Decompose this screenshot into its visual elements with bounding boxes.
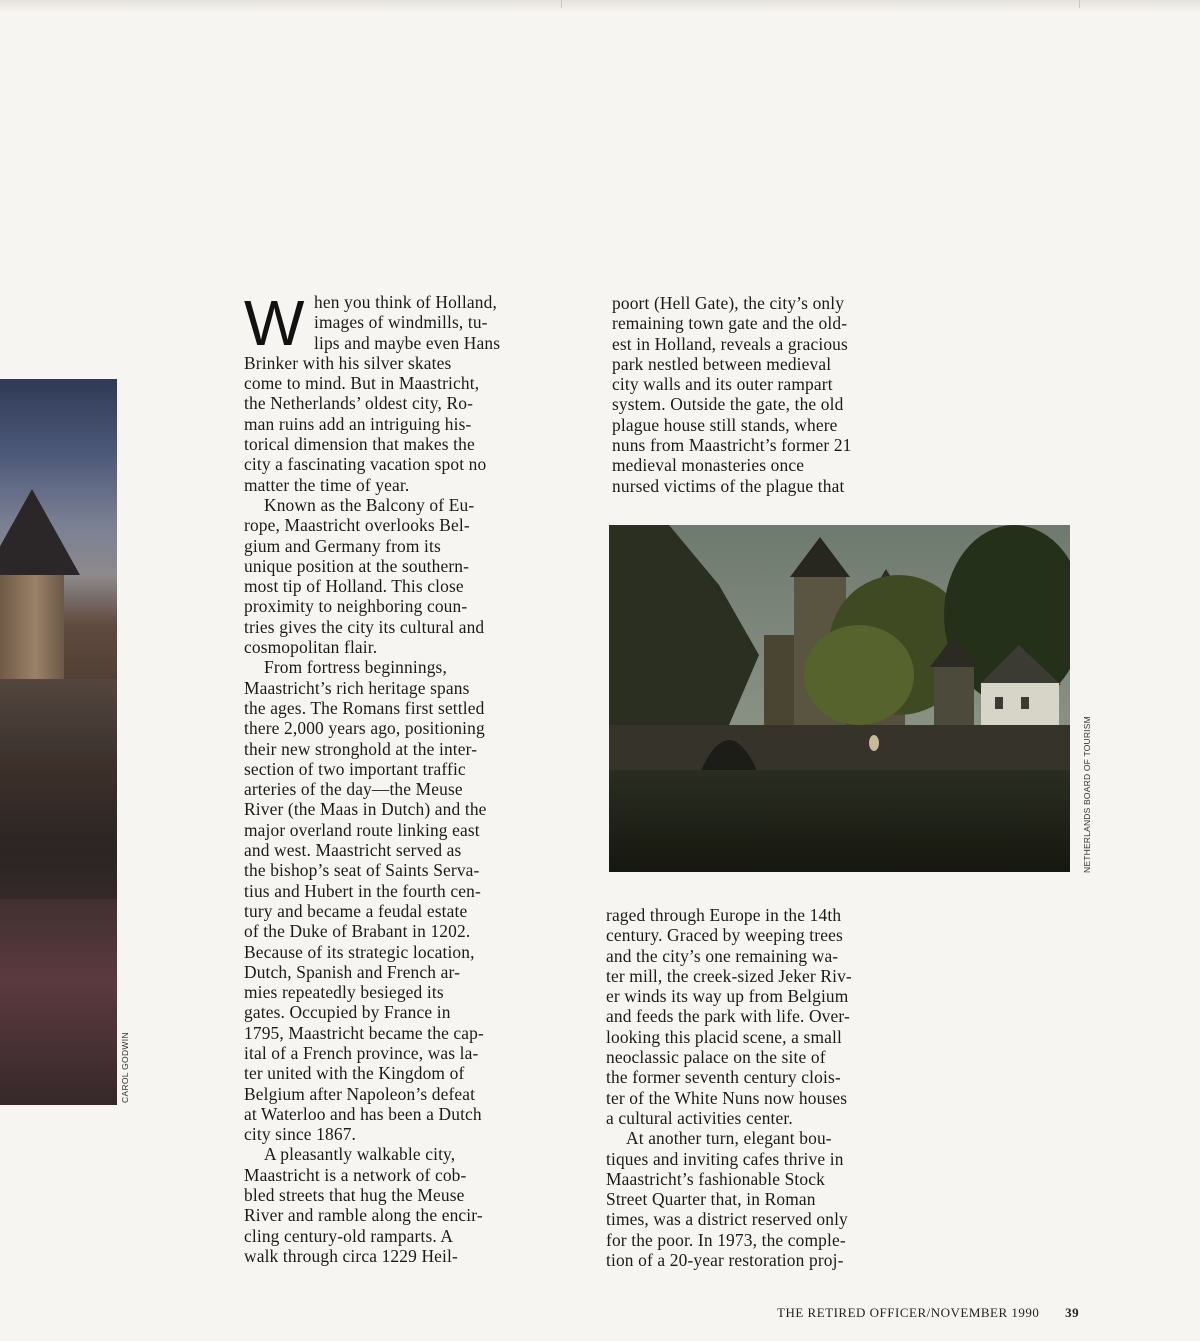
text-line: there 2,000 years ago, positioning xyxy=(244,718,485,739)
castle-photo-left xyxy=(0,379,117,1105)
article-paragraph xyxy=(606,1128,951,1270)
text-line: Brinker with his silver skates xyxy=(244,352,452,373)
text-line: section of two important traffic xyxy=(244,758,466,779)
text-line: tury and became a feudal estate xyxy=(244,900,468,921)
text-line: tion of a 20-year restoration proj- xyxy=(606,1250,844,1271)
text-line: nuns from Maastricht’s former 21 xyxy=(612,435,852,456)
text-line: city walls and its outer rampart xyxy=(612,374,833,395)
text-line: ter mill, the creek-sized Jeker Riv- xyxy=(606,965,852,986)
drop-cap: W xyxy=(244,287,305,359)
text-line: gium and Germany from its xyxy=(244,535,441,556)
text-line: most tip of Holland. This close xyxy=(244,576,464,597)
text-line: the ages. The Romans first settled xyxy=(244,697,485,718)
article-paragraph xyxy=(244,287,589,359)
text-line: Known as the Balcony of Eu- xyxy=(264,494,475,515)
text-line: system. Outside the gate, the old xyxy=(612,394,844,415)
text-line: the bishop’s seat of Saints Serva- xyxy=(244,860,480,881)
text-line: A pleasantly walkable city, xyxy=(264,1144,456,1165)
article-paragraph xyxy=(244,657,589,1144)
article-column-left xyxy=(244,287,589,1266)
text-line: plague house still stands, where xyxy=(612,414,838,435)
text-line: their new stronghold at the inter- xyxy=(244,738,478,759)
text-line: River (the Maas in Dutch) and the xyxy=(244,799,487,820)
article-paragraph xyxy=(244,495,589,657)
text-line: Belgium after Napoleon’s defeat xyxy=(244,1083,476,1104)
text-line: remaining town gate and the old- xyxy=(612,313,848,334)
text-line: walk through circa 1229 Heil- xyxy=(244,1245,458,1266)
page-fold-mark xyxy=(561,0,562,8)
text-line: the Netherlands’ oldest city, Ro- xyxy=(244,393,474,414)
text-line: hen you think of Holland, xyxy=(314,292,497,312)
text-line: ital of a French province, was la- xyxy=(244,1042,479,1063)
text-line: tiques and inviting cafes thrive in xyxy=(606,1148,844,1169)
text-line: neoclassic palace on the site of xyxy=(606,1047,826,1068)
article-column-right-bottom xyxy=(606,905,951,1270)
text-line: ter united with the Kingdom of xyxy=(244,1063,465,1084)
castle-photo-main xyxy=(609,525,1070,872)
text-line: Maastricht is a network of cob- xyxy=(244,1164,467,1185)
text-line: of the Duke of Brabant in 1202. xyxy=(244,921,471,942)
text-line: come to mind. But in Maastricht, xyxy=(244,373,480,394)
text-line: From fortress beginnings, xyxy=(264,657,447,678)
text-line: cosmopolitan flair. xyxy=(244,637,378,658)
publication-folio: THE RETIRED OFFICER/NOVEMBER 1990 xyxy=(777,1305,1040,1320)
text-line: Street Quarter that, in Roman xyxy=(606,1189,816,1210)
text-line: Maastricht’s fashionable Stock xyxy=(606,1168,825,1189)
text-line: gates. Occupied by France in xyxy=(244,1002,451,1023)
text-line: Because of its strategic location, xyxy=(244,941,475,962)
text-line: a cultural activities center. xyxy=(606,1107,793,1128)
text-line: est in Holland, reveals a gracious xyxy=(612,333,848,354)
text-line: and feeds the park with life. Over- xyxy=(606,1006,850,1027)
text-line: and west. Maastricht served as xyxy=(244,840,462,861)
text-line: ter of the White Nuns now houses xyxy=(606,1087,848,1108)
text-line: century. Graced by weeping trees xyxy=(606,925,843,946)
text-line: images of windmills, tu- xyxy=(314,312,488,333)
article-paragraph xyxy=(244,1144,589,1266)
page-number: 39 xyxy=(1065,1305,1080,1320)
text-line: er winds its way up from Belgium xyxy=(606,986,849,1007)
text-line: times, was a district reserved only xyxy=(606,1209,848,1230)
text-line: park nestled between medieval xyxy=(612,353,832,374)
text-line: looking this placid scene, a small xyxy=(606,1026,842,1047)
text-line: medieval monasteries once xyxy=(612,455,805,476)
text-line: city since 1867. xyxy=(244,1124,357,1145)
text-line: matter the time of year. xyxy=(244,474,410,495)
text-line: for the poor. In 1973, the comple- xyxy=(606,1229,846,1250)
tower-roof xyxy=(0,489,80,575)
text-line: proximity to neighboring coun- xyxy=(244,596,468,617)
text-line: cling century-old ramparts. A xyxy=(244,1225,454,1246)
text-line: poort (Hell Gate), the city’s only xyxy=(612,293,845,313)
text-line: Dutch, Spanish and French ar- xyxy=(244,961,461,982)
photo-credit-left: CAROL GODWIN xyxy=(120,1032,130,1103)
page-trim-mark xyxy=(1079,0,1080,8)
text-line: lips and maybe even Hans xyxy=(314,332,501,353)
text-line: mies repeatedly besieged its xyxy=(244,982,444,1003)
text-line: At another turn, elegant bou- xyxy=(626,1128,832,1149)
text-line: tius and Hubert in the fourth cen- xyxy=(244,880,481,901)
text-line: raged through Europe in the 14th xyxy=(606,905,842,925)
text-line: torical dimension that makes the xyxy=(244,434,475,455)
text-line: rope, Maastricht overlooks Bel- xyxy=(244,515,470,536)
castle-wall xyxy=(0,679,117,759)
article-column-right-top xyxy=(612,293,947,496)
text-line: the former seventh century clois- xyxy=(606,1067,841,1088)
text-line: River and ramble along the encir- xyxy=(244,1205,483,1226)
text-line: unique position at the southern- xyxy=(244,555,470,576)
text-line: Maastricht’s rich heritage spans xyxy=(244,677,470,698)
text-line: arteries of the day—the Meuse xyxy=(244,779,463,800)
text-line: at Waterloo and has been a Dutch xyxy=(244,1103,482,1124)
text-line: and the city’s one remaining wa- xyxy=(606,945,839,966)
text-line: 1795, Maastricht became the cap- xyxy=(244,1022,484,1043)
text-line: city a fascinating vacation spot no xyxy=(244,454,487,475)
moat-reflection xyxy=(0,899,117,1105)
text-line: man ruins add an intriguing his- xyxy=(244,413,472,434)
text-line: major overland route linking east xyxy=(244,819,480,840)
page-footer xyxy=(777,1305,1079,1321)
text-line: nursed victims of the plague that xyxy=(612,475,845,496)
text-line: bled streets that hug the Meuse xyxy=(244,1185,465,1206)
page-top-edge xyxy=(0,0,1200,12)
article-paragraph xyxy=(244,353,589,495)
article-paragraph xyxy=(606,905,951,1128)
photo-credit-right: NETHERLANDS BOARD OF TOURISM xyxy=(1082,716,1092,873)
article-paragraph xyxy=(612,293,947,496)
text-line: tries gives the city its cultural and xyxy=(244,616,485,637)
